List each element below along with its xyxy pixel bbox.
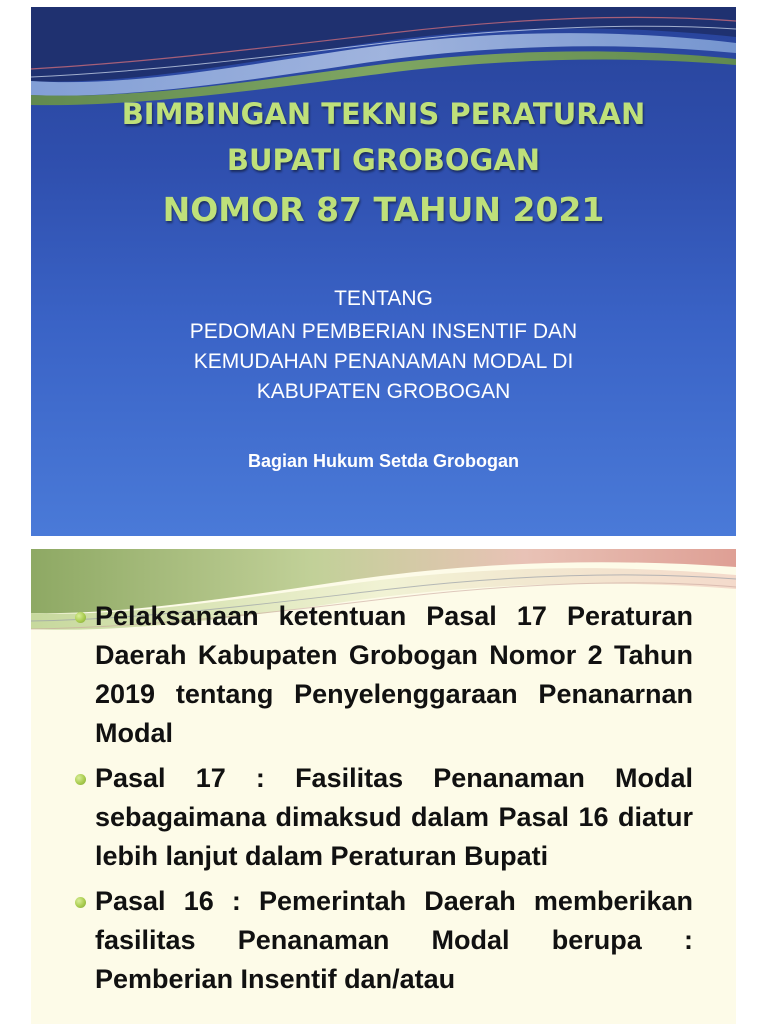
bullet-item: [71, 882, 693, 999]
bullet-text: Pasal 16 : Pemerintah Daerah memberikan fasilitas Penanaman Modal berupa : Pemberian Insentif dan/atau: [95, 886, 693, 994]
author-label: Bagian Hukum Setda Grobogan: [247, 451, 520, 471]
subtitle-line: KABUPATEN GROBOGAN: [256, 380, 511, 403]
bullet-item: [71, 759, 693, 876]
title-line: BUPATI GROBOGAN: [226, 143, 541, 177]
bullet-dot-icon: [75, 612, 86, 623]
title-line: BIMBINGAN TEKNIS PERATURAN: [121, 97, 646, 131]
subtitle-line: PEDOMAN PEMBERIAN INSENTIF DAN: [189, 320, 578, 343]
content-slide: [31, 549, 736, 1024]
title-slide: [31, 7, 736, 536]
subtitle-line: KEMUDAHAN PENANAMAN MODAL DI: [193, 350, 574, 373]
bullet-list: [71, 597, 693, 1005]
bullet-dot-icon: [75, 774, 86, 785]
bullet-dot-icon: [75, 897, 86, 908]
subtitle-line: TENTANG: [334, 287, 433, 310]
bullet-text: Pasal 17 : Fasilitas Penanaman Modal sebagaimana dimaksud dalam Pasal 16 diatur lebih lanjut dalam Peraturan Bupati: [95, 763, 693, 871]
bullet-text: Pelaksanaan ketentuan Pasal 17 Peraturan Daerah Kabupaten Grobogan Nomor 2 Tahun 2019 tentang Penyelenggaraan Penanarnan Modal: [95, 601, 693, 748]
title-line: NOMOR 87 TAHUN 2021: [162, 190, 605, 229]
bullet-item: [71, 597, 693, 753]
slide-subtitle: [31, 284, 736, 407]
slide-title: [31, 91, 736, 237]
